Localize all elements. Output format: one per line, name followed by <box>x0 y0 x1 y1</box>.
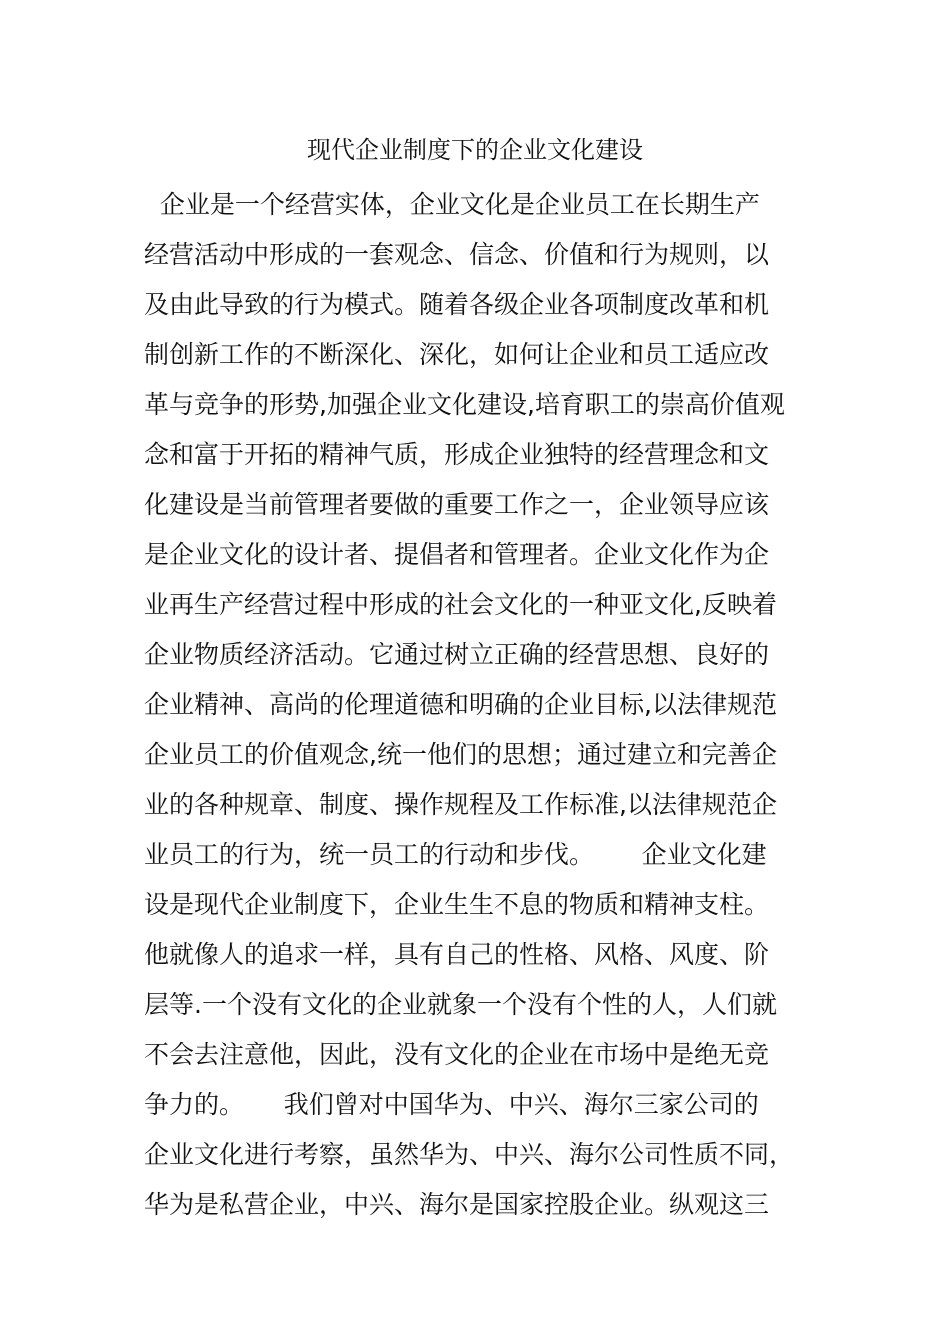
body-line: 化建设是当前管理者要做的重要工作之一，企业领导应该 <box>144 490 770 519</box>
body-line: 制创新工作的不断深化、深化，如何让企业和员工适应改 <box>144 340 770 369</box>
body-line: 争力的。 我们曾对中国华为、中兴、海尔三家公司的 <box>144 1090 759 1119</box>
body-line: 业的各种规章、制度、操作规程及工作标准,以法律规范企 <box>144 790 777 819</box>
body-line: 层等.一个没有文化的企业就象一个没有个性的人，人们就 <box>144 990 777 1019</box>
body-line: 企业精神、高尚的伦理道德和明确的企业目标,以法律规范 <box>144 690 777 719</box>
body-line: 企业文化进行考察，虽然华为、中兴、海尔公司性质不同， <box>144 1140 795 1169</box>
body-line: 业员工的行为，统一员工的行动和步伐。 企业文化建 <box>144 840 767 869</box>
document-title: 现代企业制度下的企业文化建设 <box>307 136 643 164</box>
body-line: 企业物质经济活动。它通过树立正确的经营思想、良好的 <box>144 640 770 669</box>
body-line: 革与竞争的形势,加强企业文化建设,培育职工的崇高价值观 <box>144 390 785 419</box>
body-line: 企业是一个经营实体，企业文化是企业员工在长期生产 <box>144 190 760 219</box>
document-body <box>144 180 824 1230</box>
body-line: 不会去注意他，因此，没有文化的企业在市场中是绝无竞 <box>144 1040 770 1069</box>
body-line: 设是现代企业制度下，企业生生不息的物质和精神支柱。 <box>144 890 770 919</box>
body-line: 及由此导致的行为模式。随着各级企业各项制度改革和机 <box>144 290 770 319</box>
body-line: 业再生产经营过程中形成的社会文化的一种亚文化,反映着 <box>144 590 777 619</box>
body-line: 企业员工的价值观念,统一他们的思想；通过建立和完善企 <box>144 740 777 769</box>
body-line: 华为是私营企业，中兴、海尔是国家控股企业。纵观这三 <box>144 1190 770 1219</box>
body-line: 他就像人的追求一样，具有自己的性格、风格、风度、阶 <box>144 940 770 969</box>
body-line: 是企业文化的设计者、提倡者和管理者。企业文化作为企 <box>144 540 770 569</box>
body-line: 念和富于开拓的精神气质，形成企业独特的经营理念和文 <box>144 440 770 469</box>
body-line: 经营活动中形成的一套观念、信念、价值和行为规则，以 <box>144 240 770 269</box>
